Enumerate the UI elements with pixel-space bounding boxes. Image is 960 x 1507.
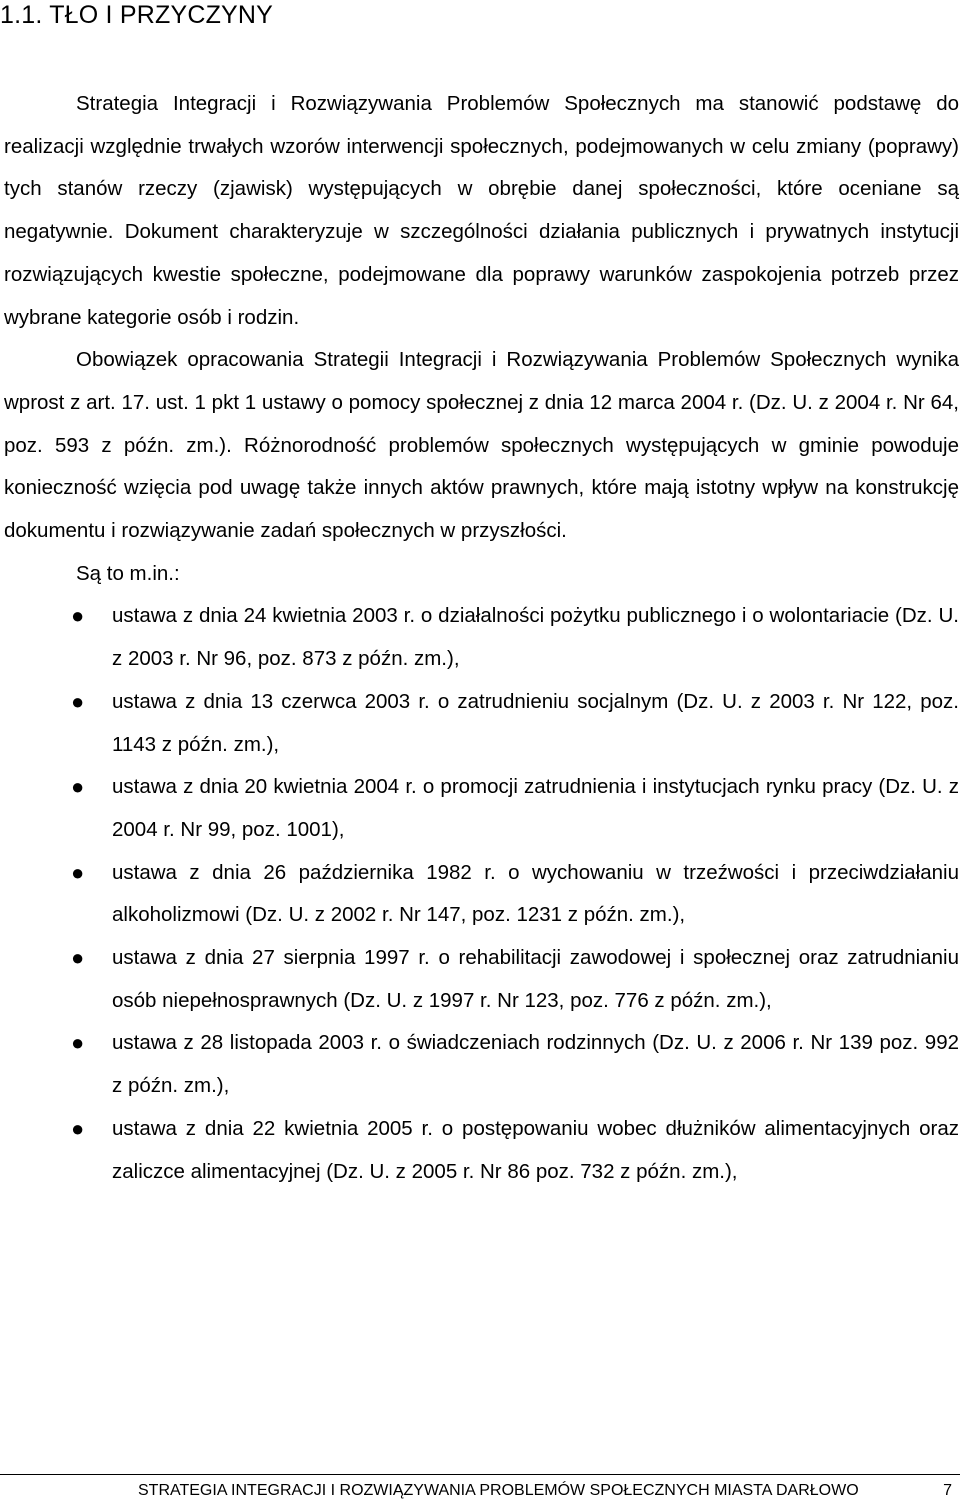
section-heading: 1.1. TŁO I PRZYCZYNY bbox=[0, 1, 274, 29]
legal-acts-list bbox=[4, 595, 959, 1193]
bullet-icon: ● bbox=[71, 859, 85, 885]
bullet-icon: ● bbox=[71, 688, 85, 714]
footer-divider bbox=[0, 1474, 960, 1475]
list-item-text: ustawa z dnia 20 kwietnia 2004 r. o promocji zatrudnienia i instytucjach rynku pracy (Dz. U. z 2004 r. Nr 99, poz. 1001), bbox=[112, 775, 959, 841]
page-number: 7 bbox=[943, 1482, 952, 1499]
paragraph-legal-basis: Obowiązek opracowania Strategii Integracji i Rozwiązywania Problemów Społecznych wynika wprost z art. 17. ust. 1 pkt 1 ustawy o pomocy społecznej z dnia 12 marca 2004 r. (Dz. U. z 2004 r. Nr 64, poz. 593 z późn. zm.). Różnorodność problemów społecznych występujących w gminie powoduje konieczność wzięcia pod uwagę także innych aktów prawnych, które mają istotny wpływ na konstrukcję dokumentu i rozwiązywanie zadań społecznych w przyszłości. bbox=[4, 348, 959, 543]
list-item bbox=[4, 595, 959, 680]
list-item-text: ustawa z dnia 22 kwietnia 2005 r. o postępowaniu wobec dłużników alimentacyjnych oraz zaliczce alimentacyjnej (Dz. U. z 2005 r. Nr 86 poz. 732 z późn. zm.), bbox=[112, 1116, 959, 1183]
list-item-text: ustawa z dnia 24 kwietnia 2003 r. o działalności pożytku publicznego i o wolontariacie (Dz. U. z 2003 r. Nr 96, poz. 873 z późn. zm.), bbox=[112, 604, 959, 671]
list-item bbox=[4, 1108, 959, 1193]
list-item bbox=[4, 681, 959, 766]
list-item bbox=[4, 766, 959, 851]
bullet-icon: ● bbox=[71, 1115, 85, 1141]
footer-title: STRATEGIA INTEGRACJI I ROZWIĄZYWANIA PROBLEMÓW SPOŁECZNYCH MIASTA DARŁOWO bbox=[138, 1482, 859, 1499]
list-item-text: ustawa z dnia 26 października 1982 r. o wychowaniu w trzeźwości i przeciwdziałaniu alkoholizmowi (Dz. U. z 2002 r. Nr 147, poz. 1231 z późn. zm.), bbox=[112, 860, 959, 927]
list-item bbox=[4, 937, 959, 1022]
list-item bbox=[4, 1022, 959, 1107]
paragraph-background: Strategia Integracji i Rozwiązywania Problemów Społecznych ma stanowić podstawę do realizacji względnie trwałych wzorów interwencji społecznych, podejmowanych w celu zmiany (poprawy) tych stanów rzeczy (zjawisk) występujących w obrębie danej społeczności, które oceniane są negatywnie. Dokument charakteryzuje w szczególności działania publicznych i prywatnych instytucji rozwiązujących kwestie społeczne, podejmowane dla poprawy warunków zaspokojenia potrzeb przez wybrane kategorie osób i rodzin. bbox=[4, 92, 959, 329]
bullet-icon: ● bbox=[71, 603, 85, 629]
bullet-icon: ● bbox=[71, 774, 85, 800]
list-item-text: ustawa z 28 listopada 2003 r. o świadczeniach rodzinnych (Dz. U. z 2006 r. Nr 139 poz. 992 z późn. zm.), bbox=[112, 1031, 959, 1098]
bullet-icon: ● bbox=[71, 945, 85, 971]
list-item-text: ustawa z dnia 27 sierpnia 1997 r. o rehabilitacji zawodowej i społecznej oraz zatrudnianiu osób niepełnosprawnych (Dz. U. z 1997 r. Nr 123, poz. 776 z późn. zm.), bbox=[112, 946, 959, 1012]
list-intro: Są to m.in.: bbox=[76, 561, 180, 585]
list-item bbox=[4, 852, 959, 937]
bullet-icon: ● bbox=[71, 1030, 85, 1056]
document-body bbox=[4, 83, 959, 1193]
list-item-text: ustawa z dnia 13 czerwca 2003 r. o zatrudnieniu socjalnym (Dz. U. z 2003 r. Nr 122, poz. 1143 z późn. zm.), bbox=[112, 689, 959, 756]
